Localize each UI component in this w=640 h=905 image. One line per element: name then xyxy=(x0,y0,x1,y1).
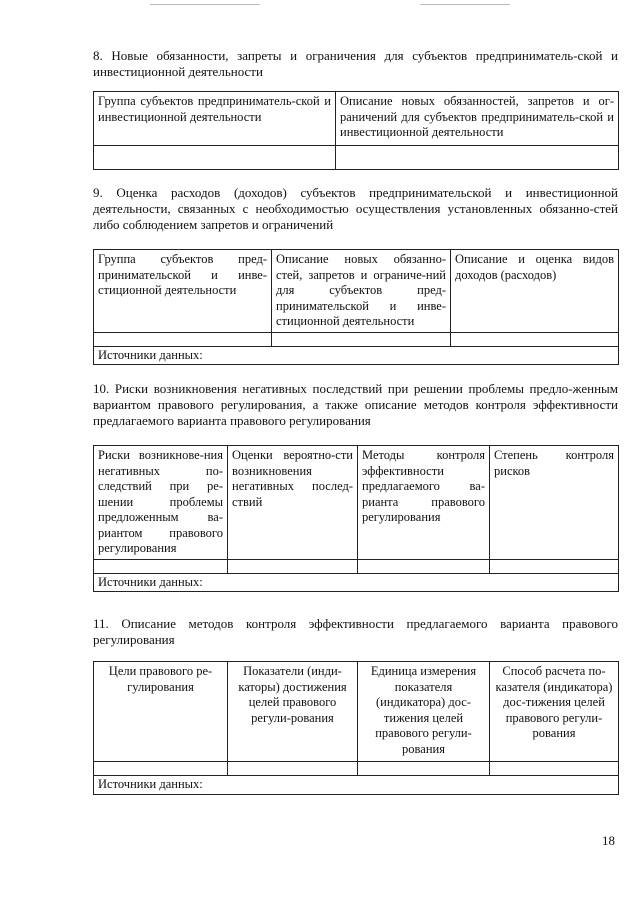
table-sources-row xyxy=(94,346,619,365)
scan-artifact xyxy=(150,4,260,5)
table-header-cell: Оценки вероятно-сти возникновения негативных послед-ствий xyxy=(228,446,358,560)
table-cell xyxy=(451,332,619,346)
table-header-cell: Методы контроля эффективности предлагаемого ва-рианта правового регулирования xyxy=(358,446,490,560)
table-cell xyxy=(94,559,228,573)
section-8-table xyxy=(93,91,619,170)
table-header-cell: Описание новых обязанно-стей, запретов и ограниче-ний для субъектов пред-принимательской и инве-стиционной деятельности xyxy=(272,250,451,333)
table-row xyxy=(94,146,619,170)
table-row xyxy=(94,762,619,776)
table-header-cell: Единица измерения показателя (индикатора) дос-тижения целей правового регули-рования xyxy=(358,662,490,762)
table-cell xyxy=(336,146,619,170)
scan-artifact xyxy=(420,4,510,5)
table-header-row xyxy=(94,662,619,762)
table-sources-row xyxy=(94,573,619,592)
page-number: 18 xyxy=(602,833,615,848)
table-header-row xyxy=(94,446,619,560)
table-header-cell: Цели правового ре-гулирования xyxy=(94,662,228,762)
table-cell xyxy=(358,762,490,776)
section-11-table xyxy=(93,661,619,795)
table-header-cell: Способ расчета по-казателя (индикатора) дос-тижения целей правового регули-рования xyxy=(490,662,619,762)
table-header-cell: Степень контроля рисков xyxy=(490,446,619,560)
table-row xyxy=(94,559,619,573)
table-header-cell: Описание и оценка видов доходов (расходов) xyxy=(451,250,619,333)
table-row xyxy=(94,332,619,346)
section-9-table xyxy=(93,249,619,365)
table-cell xyxy=(490,762,619,776)
sources-label: Источники данных: xyxy=(94,573,619,592)
section-10-table xyxy=(93,445,619,592)
table-header-row xyxy=(94,92,619,146)
section-11-heading: 11. Описание методов контроля эффективности предлагаемого варианта правового регулирования xyxy=(93,616,618,647)
table-cell xyxy=(228,559,358,573)
table-cell xyxy=(94,332,272,346)
table-cell xyxy=(94,146,336,170)
table-header-cell: Риски возникнове-ния негативных по-следствий при ре-шении проблемы предложенным ва-риантом правового регулирования xyxy=(94,446,228,560)
table-cell xyxy=(94,762,228,776)
section-8-heading: 8. Новые обязанности, запреты и ограничения для субъектов предприниматель-ской и инвестиционной деятельности xyxy=(93,48,618,79)
table-cell xyxy=(228,762,358,776)
sources-label: Источники данных: xyxy=(94,776,619,795)
table-sources-row xyxy=(94,776,619,795)
table-header-row xyxy=(94,250,619,333)
table-header-cell: Группа субъектов пред-принимательской и инве-стиционной деятельности xyxy=(94,250,272,333)
table-cell xyxy=(358,559,490,573)
sources-label: Источники данных: xyxy=(94,346,619,365)
section-10-heading: 10. Риски возникновения негативных последствий при решении проблемы предло-женным вариантом правового регулирования, а также описание методов контроля эффективности предлагаемого варианта правового регулирования xyxy=(93,381,618,428)
table-header-cell: Группа субъектов предприниматель-ской и инвестиционной деятельности xyxy=(94,92,336,146)
table-header-cell: Показатели (инди-каторы) достижения целей правового регули-рования xyxy=(228,662,358,762)
section-9-heading: 9. Оценка расходов (доходов) субъектов предпринимательской и инвестиционной деятельности, связанных с необходимостью осуществления установленных обязанно-стей либо соблюдением запретов и ограничений xyxy=(93,185,618,232)
table-header-cell: Описание новых обязанностей, запретов и ог-раничений для субъектов предприниматель-ской и инвестиционной деятельности xyxy=(336,92,619,146)
table-cell xyxy=(490,559,619,573)
table-cell xyxy=(272,332,451,346)
